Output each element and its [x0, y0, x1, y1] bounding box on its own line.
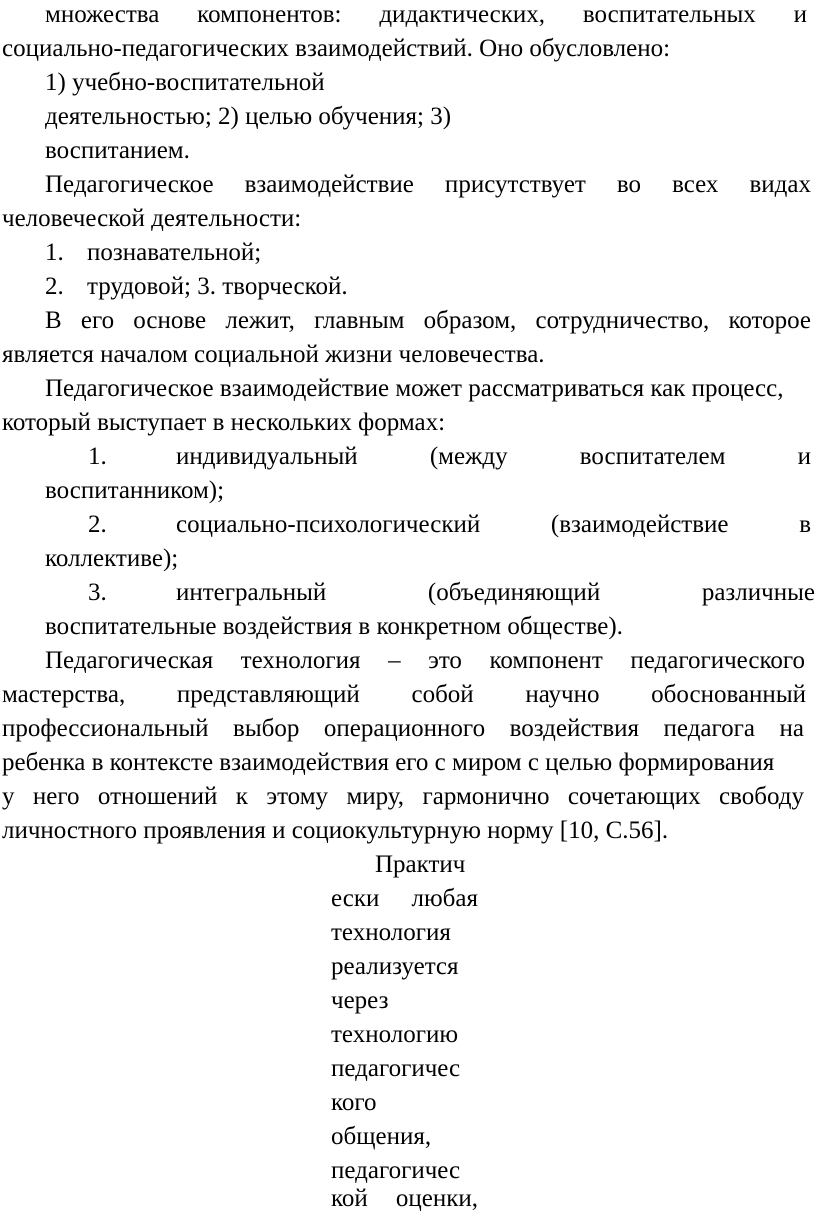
paragraph3-line2: является началом социальной жизни человечества. — [2, 341, 545, 368]
activity-item-2 — [45, 274, 348, 299]
form-3-line2: воспитательные воздействия в конкретном обществе). — [45, 613, 623, 640]
paragraph5-line5: у него отношений к этому миру, гармонично сочетающих свободу — [2, 783, 804, 810]
narrow-column-line: через — [331, 987, 389, 1014]
paragraph5-line3: профессиональный выбор операционного воздействия педагога на — [2, 715, 804, 742]
form-line1: интегральный (объединяющий различные — [176, 579, 815, 606]
form-number: 2. — [88, 511, 107, 538]
form-item-3 — [88, 580, 815, 605]
form-number: 1. — [88, 443, 107, 470]
narrow-column-line: технология — [331, 919, 451, 946]
activity-text: познавательной; — [87, 239, 262, 266]
condition-line1: 1) учебно-воспитательной — [45, 69, 325, 96]
form-line1: социально-психологический (взаимодействие в — [176, 511, 811, 538]
form-1-line2: воспитанником); — [45, 477, 225, 504]
paragraph4-line1: Педагогическое взаимодействие может рассматриваться как процесс, — [45, 375, 784, 402]
form-2-line2: коллективе); — [45, 545, 179, 572]
paragraph3-line1: В его основе лежит, главным образом, сотрудничество, которое — [45, 307, 811, 334]
activity-number: 2. — [45, 273, 64, 300]
paragraph2-line2: человеческой деятельности: — [2, 205, 302, 232]
narrow-column-line: кого — [331, 1089, 377, 1116]
paragraph5-line4: ребенка в контексте взаимодействия его с миром с целью формирования — [2, 749, 775, 776]
form-item-2 — [88, 512, 811, 537]
form-item-1 — [88, 444, 811, 469]
paragraph2-line1: Педагогическое взаимодействие присутствует во всех видах — [45, 171, 811, 198]
narrow-column-line: педагогичес — [331, 1157, 461, 1184]
paragraph4-line2: который выступает в нескольких формах: — [2, 409, 446, 436]
narrow-column-line: реализуется — [331, 953, 459, 980]
narrow-column-line: ески любая — [331, 885, 478, 912]
paragraph5-line6: личностного проявления и социокультурную норму [10, С.56]. — [2, 817, 669, 844]
narrow-column-line: педагогичес — [331, 1055, 461, 1082]
form-number: 3. — [88, 579, 107, 606]
narrow-column-line: Практич — [375, 851, 466, 878]
narrow-column-line: кой оценки, — [331, 1185, 478, 1212]
paragraph5-line1: Педагогическая технология – это компонент педагогического — [45, 647, 805, 674]
activity-item-1 — [45, 240, 261, 265]
activity-number: 1. — [45, 239, 64, 266]
paragraph5-line2: мастерства, представляющий собой научно обоснованный — [2, 681, 806, 708]
narrow-column-line: общения, — [331, 1123, 432, 1150]
condition-line2: деятельностью; 2) целью обучения; 3) — [45, 103, 452, 130]
condition-line3: воспитанием. — [45, 137, 190, 164]
paragraph1-line2: социально-педагогических взаимодействий. Оно обусловлено: — [2, 35, 671, 62]
paragraph1-line1: множества компонентов: дидактических, воспитательных и — [45, 1, 807, 28]
form-line1: индивидуальный (между воспитателем и — [176, 443, 811, 470]
narrow-column-line: технологию — [331, 1021, 459, 1048]
activity-text: трудовой; 3. творческой. — [87, 273, 348, 300]
